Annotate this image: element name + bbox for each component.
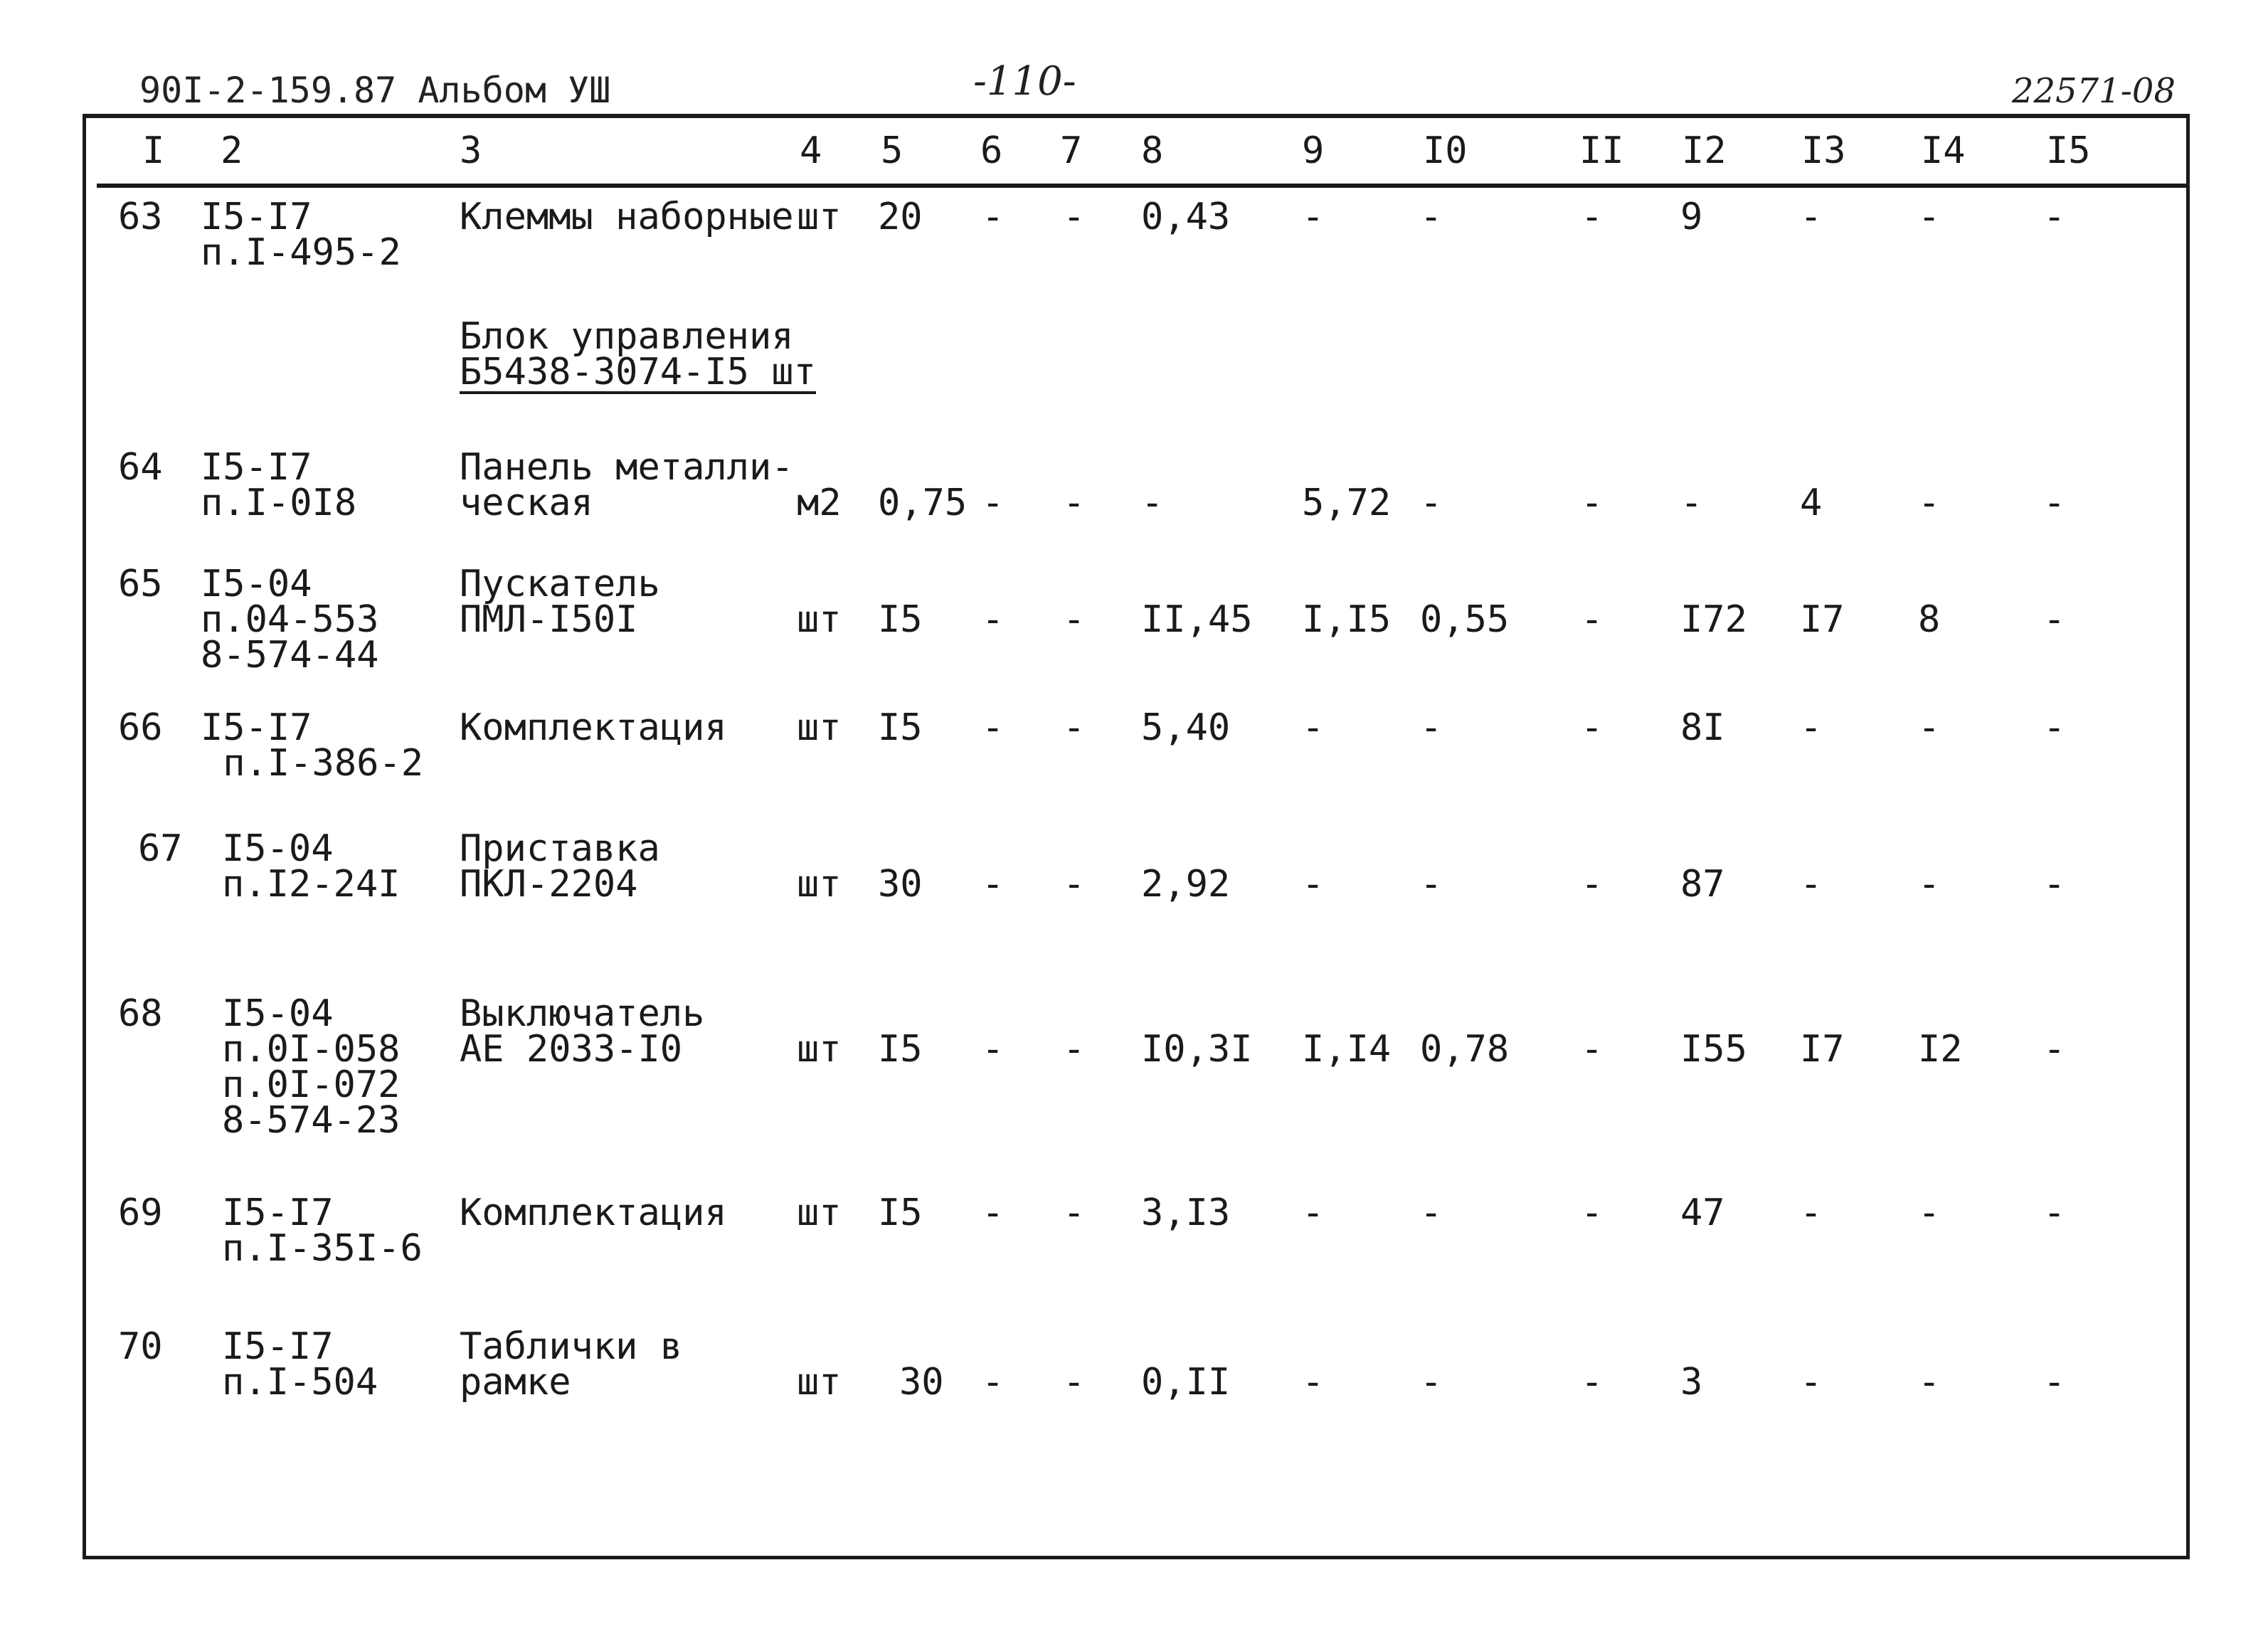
cell-c15-row63: - xyxy=(2043,196,2066,238)
cell-c13-row65: I7 xyxy=(1800,598,1845,641)
cell-name-row68: Выключатель АЕ 2033-I0 xyxy=(460,992,705,1071)
col-header-5: 5 xyxy=(881,129,904,172)
cell-c15-row67: - xyxy=(2043,863,2066,906)
cell-c15-row64: - xyxy=(2043,482,2066,524)
cell-c10-row68: 0,78 xyxy=(1420,1028,1510,1071)
cell-c9-row65: I,I5 xyxy=(1302,598,1392,641)
cell-c10-row64: - xyxy=(1420,482,1443,524)
col-header-3: 3 xyxy=(460,129,482,172)
cell-c14-row63: - xyxy=(1918,196,1941,238)
col-header-9: 9 xyxy=(1302,129,1325,172)
cell-code-row67: I5-04 п.I2-24I xyxy=(222,827,401,906)
cell-c10-row67: - xyxy=(1420,863,1443,906)
cell-c10-row63: - xyxy=(1420,196,1443,238)
cell-name-row67: Приставка ПКЛ-2204 xyxy=(460,827,660,906)
section-title-line2: Б5438-3074-I5 шт xyxy=(460,351,816,393)
cell-c5-row66: I5 xyxy=(878,706,923,749)
cell-c5-row70: 30 xyxy=(899,1361,944,1404)
col-header-1: I xyxy=(142,129,165,172)
cell-c10-row70: - xyxy=(1420,1361,1443,1404)
cell-c14-row70: - xyxy=(1918,1361,1941,1404)
cell-c5-row68: I5 xyxy=(878,1028,923,1071)
cell-c14-row68: I2 xyxy=(1918,1028,1963,1071)
cell-c15-row69: - xyxy=(2043,1192,2066,1234)
cell-c11-row65: - xyxy=(1581,598,1604,641)
cell-c7-row66: - xyxy=(1063,706,1086,749)
cell-c7-row69: - xyxy=(1063,1192,1086,1234)
cell-c14-row69: - xyxy=(1918,1192,1941,1234)
cell-name-row65: Пускатель ПМЛ-I50I xyxy=(460,563,660,641)
cell-unit-row68: шт xyxy=(797,1028,842,1071)
cell-unit-row63: шт xyxy=(797,196,842,238)
cell-c11-row69: - xyxy=(1581,1192,1604,1234)
col-header-8: 8 xyxy=(1141,129,1164,172)
cell-c6-row70: - xyxy=(982,1361,1005,1404)
cell-c14-row67: - xyxy=(1918,863,1941,906)
cell-c6-row63: - xyxy=(982,196,1005,238)
col-header-10: I0 xyxy=(1423,129,1468,172)
cell-c13-row66: - xyxy=(1800,706,1823,749)
cell-c7-row64: - xyxy=(1063,482,1086,524)
cell-c15-row66: - xyxy=(2043,706,2066,749)
cell-code-row65: I5-04 п.04-553 8-574-44 xyxy=(201,563,379,677)
cell-c15-row68: - xyxy=(2043,1028,2066,1071)
section-title xyxy=(460,315,816,394)
cell-c12-row66: 8I xyxy=(1680,706,1725,749)
cell-c11-row66: - xyxy=(1581,706,1604,749)
cell-name-row64: Панель металли- ческая xyxy=(460,446,794,524)
cell-c15-row65: - xyxy=(2043,598,2066,641)
cell-num-row65: 65 xyxy=(118,563,163,605)
cell-num-row70: 70 xyxy=(118,1325,163,1368)
header-divider xyxy=(97,184,2188,188)
cell-c15-row70: - xyxy=(2043,1361,2066,1404)
cell-c12-row64: - xyxy=(1680,482,1703,524)
cell-c10-row69: - xyxy=(1420,1192,1443,1234)
cell-c6-row68: - xyxy=(982,1028,1005,1071)
cell-c6-row64: - xyxy=(982,482,1005,524)
cell-c12-row67: 87 xyxy=(1680,863,1725,906)
cell-c6-row69: - xyxy=(982,1192,1005,1234)
cell-c9-row70: - xyxy=(1302,1361,1325,1404)
col-header-14: I4 xyxy=(1921,129,1966,172)
cell-c9-row66: - xyxy=(1302,706,1325,749)
cell-unit-row67: шт xyxy=(797,863,842,906)
cell-unit-row65: шт xyxy=(797,598,842,641)
cell-code-row64: I5-I7 п.I-0I8 xyxy=(201,446,357,524)
cell-unit-row66: шт xyxy=(797,706,842,749)
document-number: 22571-08 xyxy=(2012,71,2176,111)
col-header-2: 2 xyxy=(221,129,243,172)
section-title-line1: Блок управления xyxy=(460,315,794,358)
cell-c13-row63: - xyxy=(1800,196,1823,238)
cell-c14-row64: - xyxy=(1918,482,1941,524)
cell-c7-row70: - xyxy=(1063,1361,1086,1404)
cell-c9-row67: - xyxy=(1302,863,1325,906)
cell-code-row63: I5-I7 п.I-495-2 xyxy=(201,196,401,274)
cell-c14-row65: 8 xyxy=(1918,598,1941,641)
cell-c10-row66: - xyxy=(1420,706,1443,749)
cell-unit-row70: шт xyxy=(797,1361,842,1404)
cell-c11-row67: - xyxy=(1581,863,1604,906)
cell-c12-row69: 47 xyxy=(1680,1192,1725,1234)
cell-c8-row64: - xyxy=(1141,482,1164,524)
cell-c9-row64: 5,72 xyxy=(1302,482,1392,524)
cell-c8-row65: II,45 xyxy=(1141,598,1253,641)
cell-c8-row68: I0,3I xyxy=(1141,1028,1253,1071)
cell-c13-row69: - xyxy=(1800,1192,1823,1234)
cell-unit-row69: шт xyxy=(797,1192,842,1234)
col-header-11: II xyxy=(1579,129,1624,172)
cell-num-row68: 68 xyxy=(118,992,163,1035)
cell-c8-row69: 3,I3 xyxy=(1141,1192,1231,1234)
cell-c11-row64: - xyxy=(1581,482,1604,524)
cell-c6-row67: - xyxy=(982,863,1005,906)
cell-c6-row66: - xyxy=(982,706,1005,749)
cell-c5-row67: 30 xyxy=(878,863,923,906)
cell-name-row66: Комплектация xyxy=(460,706,727,749)
document-code: 90I-2-159.87 Альбом УШ xyxy=(139,70,611,111)
col-header-15: I5 xyxy=(2046,129,2091,172)
cell-c9-row68: I,I4 xyxy=(1302,1028,1392,1071)
cell-c7-row63: - xyxy=(1063,196,1086,238)
cell-code-row70: I5-I7 п.I-504 xyxy=(222,1325,378,1404)
cell-c6-row65: - xyxy=(982,598,1005,641)
cell-c11-row68: - xyxy=(1581,1028,1604,1071)
cell-num-row64: 64 xyxy=(118,446,163,489)
cell-c5-row69: I5 xyxy=(878,1192,923,1234)
cell-num-row67: 67 xyxy=(138,827,183,870)
cell-c8-row67: 2,92 xyxy=(1141,863,1231,906)
col-header-6: 6 xyxy=(980,129,1003,172)
cell-num-row69: 69 xyxy=(118,1192,163,1234)
cell-c12-row68: I55 xyxy=(1680,1028,1747,1071)
cell-c7-row67: - xyxy=(1063,863,1086,906)
cell-code-row66: I5-I7 п.I-386-2 xyxy=(201,706,424,785)
cell-unit-row64: м2 xyxy=(797,482,842,524)
cell-c8-row63: 0,43 xyxy=(1141,196,1231,238)
cell-c9-row69: - xyxy=(1302,1192,1325,1234)
cell-name-row69: Комплектация xyxy=(460,1192,727,1234)
cell-name-row70: Таблички в рамке xyxy=(460,1325,683,1404)
cell-c12-row63: 9 xyxy=(1680,196,1703,238)
cell-c7-row68: - xyxy=(1063,1028,1086,1071)
col-header-4: 4 xyxy=(800,129,822,172)
cell-c12-row70: 3 xyxy=(1680,1361,1703,1404)
cell-c13-row64: 4 xyxy=(1800,482,1823,524)
cell-c5-row63: 20 xyxy=(878,196,923,238)
cell-num-row66: 66 xyxy=(118,706,163,749)
cell-c14-row66: - xyxy=(1918,706,1941,749)
cell-c8-row70: 0,II xyxy=(1141,1361,1231,1404)
col-header-7: 7 xyxy=(1060,129,1083,172)
cell-c10-row65: 0,55 xyxy=(1420,598,1510,641)
cell-c11-row70: - xyxy=(1581,1361,1604,1404)
cell-num-row63: 63 xyxy=(118,196,163,238)
col-header-12: I2 xyxy=(1682,129,1727,172)
cell-code-row68: I5-04 п.0I-058 п.0I-072 8-574-23 xyxy=(222,992,401,1142)
cell-c7-row65: - xyxy=(1063,598,1086,641)
cell-c5-row64: 0,75 xyxy=(878,482,968,524)
cell-c13-row67: - xyxy=(1800,863,1823,906)
cell-c8-row66: 5,40 xyxy=(1141,706,1231,749)
cell-code-row69: I5-I7 п.I-35I-6 xyxy=(222,1192,423,1270)
cell-c13-row68: I7 xyxy=(1800,1028,1845,1071)
col-header-13: I3 xyxy=(1801,129,1846,172)
cell-c11-row63: - xyxy=(1581,196,1604,238)
cell-name-row63: Клеммы наборные xyxy=(460,196,794,238)
page-number: -110- xyxy=(973,58,1076,105)
cell-c12-row65: I72 xyxy=(1680,598,1747,641)
cell-c5-row65: I5 xyxy=(878,598,923,641)
cell-c9-row63: - xyxy=(1302,196,1325,238)
cell-c13-row70: - xyxy=(1800,1361,1823,1404)
